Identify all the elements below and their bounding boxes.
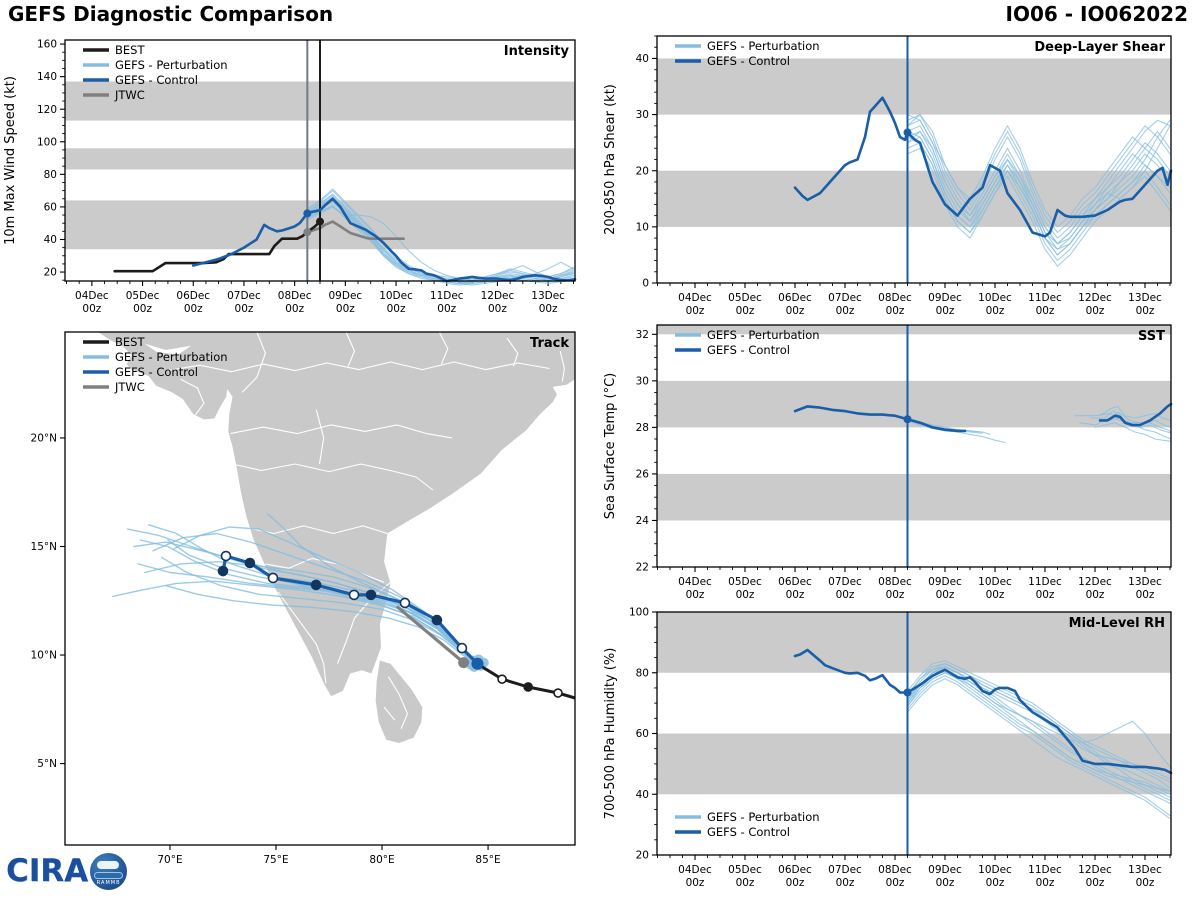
plot-frame xyxy=(657,325,1171,567)
svg-text:85°E: 85°E xyxy=(475,854,501,866)
rammb-logo xyxy=(90,853,127,890)
svg-text:00z: 00z xyxy=(735,305,755,317)
legend-label-ctrl: GEFS - Control xyxy=(707,54,790,68)
y-axis-label: 10m Max Wind Speed (kt) xyxy=(3,76,18,245)
svg-text:00z: 00z xyxy=(1135,305,1155,317)
svg-text:08Dec: 08Dec xyxy=(277,290,312,302)
legend-label-best: BEST xyxy=(115,335,145,349)
svg-text:00z: 00z xyxy=(935,589,955,600)
svg-text:00z: 00z xyxy=(985,589,1005,600)
svg-text:00z: 00z xyxy=(1035,305,1055,317)
svg-text:00z: 00z xyxy=(835,877,855,889)
legend-label-pert: GEFS - Perturbation xyxy=(707,810,820,824)
svg-text:32: 32 xyxy=(635,328,649,341)
svg-text:08Dec: 08Dec xyxy=(878,292,912,304)
svg-text:04Dec: 04Dec xyxy=(678,864,712,876)
svg-text:09Dec: 09Dec xyxy=(328,290,363,302)
svg-text:60: 60 xyxy=(43,201,57,214)
page-title: GEFS Diagnostic Comparison xyxy=(8,2,334,26)
svg-text:00z: 00z xyxy=(487,303,507,315)
sst-chart xyxy=(600,317,1200,600)
storm-id: IO06 - IO062022 xyxy=(1005,2,1188,26)
svg-text:05Dec: 05Dec xyxy=(728,576,762,588)
svg-text:28: 28 xyxy=(635,421,649,434)
svg-text:04Dec: 04Dec xyxy=(678,292,712,304)
svg-text:00z: 00z xyxy=(985,877,1005,889)
svg-text:40: 40 xyxy=(43,234,57,247)
legend xyxy=(675,810,820,839)
svg-text:06Dec: 06Dec xyxy=(778,292,812,304)
rammb-logo-text: RAMMB xyxy=(96,880,121,886)
svg-text:20°N: 20°N xyxy=(30,432,57,445)
svg-text:00z: 00z xyxy=(183,303,203,315)
svg-text:10Dec: 10Dec xyxy=(978,292,1012,304)
rammb-mountain-icon xyxy=(94,872,123,879)
panel-title: SST xyxy=(1137,329,1165,344)
svg-text:70°E: 70°E xyxy=(157,854,183,866)
y-axis-label: 700-500 hPa Humidity (%) xyxy=(603,647,618,820)
svg-text:00z: 00z xyxy=(685,877,705,889)
markers xyxy=(904,688,912,696)
svg-text:10Dec: 10Dec xyxy=(379,290,413,302)
legend-label-ctrl: GEFS - Control xyxy=(707,825,790,839)
svg-text:00z: 00z xyxy=(885,877,905,889)
svg-text:00z: 00z xyxy=(1085,589,1105,600)
markers xyxy=(904,129,912,137)
svg-text:07Dec: 07Dec xyxy=(828,864,862,876)
svg-text:00z: 00z xyxy=(835,305,855,317)
svg-text:10: 10 xyxy=(635,221,649,234)
legend-label-jtwc: JTWC xyxy=(115,88,145,102)
legend-label-ctrl: GEFS - Control xyxy=(115,73,198,87)
svg-text:07Dec: 07Dec xyxy=(828,292,862,304)
svg-text:00z: 00z xyxy=(1085,877,1105,889)
svg-text:00z: 00z xyxy=(885,305,905,317)
svg-text:06Dec: 06Dec xyxy=(176,290,211,302)
bands xyxy=(657,612,1171,794)
svg-text:13Dec: 13Dec xyxy=(1128,292,1162,304)
y-axis-label: 200-850 hPa Shear (kt) xyxy=(603,84,618,235)
svg-text:04Dec: 04Dec xyxy=(678,576,712,588)
svg-text:100: 100 xyxy=(36,136,57,149)
svg-text:80: 80 xyxy=(635,667,649,680)
svg-text:20: 20 xyxy=(43,266,57,279)
svg-text:00z: 00z xyxy=(835,589,855,600)
legend-label-pert: GEFS - Perturbation xyxy=(707,39,820,53)
legend-label-ctrl: GEFS - Control xyxy=(115,365,198,379)
shear-chart xyxy=(600,28,1200,320)
svg-text:60: 60 xyxy=(635,728,649,741)
svg-text:13Dec: 13Dec xyxy=(1128,576,1162,588)
svg-text:30: 30 xyxy=(635,375,649,388)
legend-label-jtwc: JTWC xyxy=(115,380,145,394)
svg-text:80°E: 80°E xyxy=(369,854,395,866)
svg-text:06Dec: 06Dec xyxy=(778,864,812,876)
svg-text:11Dec: 11Dec xyxy=(1028,576,1062,588)
svg-text:120: 120 xyxy=(36,103,57,116)
svg-text:12Dec: 12Dec xyxy=(1078,864,1112,876)
svg-text:09Dec: 09Dec xyxy=(928,864,962,876)
rh-chart xyxy=(600,604,1200,900)
svg-text:11Dec: 11Dec xyxy=(1028,864,1062,876)
svg-text:13Dec: 13Dec xyxy=(1128,864,1162,876)
svg-text:00z: 00z xyxy=(785,877,805,889)
svg-text:12Dec: 12Dec xyxy=(480,290,515,302)
svg-text:10Dec: 10Dec xyxy=(978,576,1012,588)
svg-text:05Dec: 05Dec xyxy=(728,292,762,304)
svg-text:00z: 00z xyxy=(685,305,705,317)
svg-text:00z: 00z xyxy=(735,589,755,600)
svg-text:00z: 00z xyxy=(935,305,955,317)
svg-text:00z: 00z xyxy=(1085,305,1105,317)
panel-title: Mid-Level RH xyxy=(1068,616,1165,631)
axes xyxy=(603,329,1170,600)
legend-label-best: BEST xyxy=(115,43,145,57)
track-map xyxy=(0,300,600,900)
svg-text:05Dec: 05Dec xyxy=(728,864,762,876)
svg-text:09Dec: 09Dec xyxy=(928,576,962,588)
legend-label-pert: GEFS - Perturbation xyxy=(707,328,820,342)
svg-text:06Dec: 06Dec xyxy=(778,576,812,588)
panel-title: Intensity xyxy=(503,44,569,59)
svg-text:00z: 00z xyxy=(335,303,355,315)
svg-text:10°N: 10°N xyxy=(30,649,57,662)
cira-rammb-logo xyxy=(6,853,127,890)
svg-text:00z: 00z xyxy=(1035,877,1055,889)
cira-logo-text: CIRA xyxy=(6,853,89,889)
svg-text:22: 22 xyxy=(635,561,649,574)
legend-label-ctrl: GEFS - Control xyxy=(707,343,790,357)
legend-label-pert: GEFS - Perturbation xyxy=(115,350,228,364)
svg-text:00z: 00z xyxy=(133,303,153,315)
svg-text:12Dec: 12Dec xyxy=(1078,292,1112,304)
svg-text:09Dec: 09Dec xyxy=(928,292,962,304)
svg-text:11Dec: 11Dec xyxy=(429,290,464,302)
svg-text:5°N: 5°N xyxy=(37,758,57,771)
svg-text:20: 20 xyxy=(635,165,649,178)
svg-text:00z: 00z xyxy=(1135,589,1155,600)
svg-text:00z: 00z xyxy=(785,589,805,600)
svg-text:75°E: 75°E xyxy=(263,854,289,866)
legend-label-pert: GEFS - Perturbation xyxy=(115,58,228,72)
svg-text:00z: 00z xyxy=(386,303,406,315)
svg-text:08Dec: 08Dec xyxy=(878,864,912,876)
panel-title: Deep-Layer Shear xyxy=(1034,40,1165,55)
rammb-cloud-icon xyxy=(97,861,119,869)
svg-text:08Dec: 08Dec xyxy=(878,576,912,588)
svg-text:80: 80 xyxy=(43,168,57,181)
svg-text:15°N: 15°N xyxy=(30,541,57,554)
svg-text:11Dec: 11Dec xyxy=(1028,292,1062,304)
svg-text:00z: 00z xyxy=(1135,877,1155,889)
svg-text:20: 20 xyxy=(635,849,649,862)
svg-text:05Dec: 05Dec xyxy=(125,290,160,302)
svg-text:04Dec: 04Dec xyxy=(75,290,109,302)
svg-text:00z: 00z xyxy=(82,303,102,315)
svg-text:100: 100 xyxy=(628,606,649,619)
intensity-chart xyxy=(0,28,600,332)
svg-text:07Dec: 07Dec xyxy=(828,576,862,588)
svg-text:40: 40 xyxy=(635,53,649,66)
svg-text:00z: 00z xyxy=(437,303,457,315)
markers xyxy=(904,415,912,423)
svg-text:00z: 00z xyxy=(234,303,254,315)
svg-text:12Dec: 12Dec xyxy=(1078,576,1112,588)
svg-text:13Dec: 13Dec xyxy=(531,290,565,302)
svg-text:160: 160 xyxy=(36,38,57,51)
svg-text:00z: 00z xyxy=(685,589,705,600)
svg-text:00z: 00z xyxy=(1035,589,1055,600)
svg-text:00z: 00z xyxy=(935,877,955,889)
svg-text:24: 24 xyxy=(635,515,649,528)
panel-title: Track xyxy=(530,336,569,351)
svg-text:00z: 00z xyxy=(285,303,305,315)
svg-text:30: 30 xyxy=(635,109,649,122)
bands xyxy=(657,58,1171,226)
svg-text:07Dec: 07Dec xyxy=(227,290,261,302)
svg-text:140: 140 xyxy=(36,71,57,84)
svg-text:10Dec: 10Dec xyxy=(978,864,1012,876)
svg-text:00z: 00z xyxy=(735,877,755,889)
svg-text:00z: 00z xyxy=(985,305,1005,317)
y-axis-label: Sea Surface Temp (°C) xyxy=(603,372,618,520)
svg-text:40: 40 xyxy=(635,788,649,801)
svg-text:00z: 00z xyxy=(785,305,805,317)
svg-text:26: 26 xyxy=(635,468,649,481)
svg-text:00z: 00z xyxy=(885,589,905,600)
svg-text:00z: 00z xyxy=(538,303,558,315)
svg-text:0: 0 xyxy=(642,277,649,290)
